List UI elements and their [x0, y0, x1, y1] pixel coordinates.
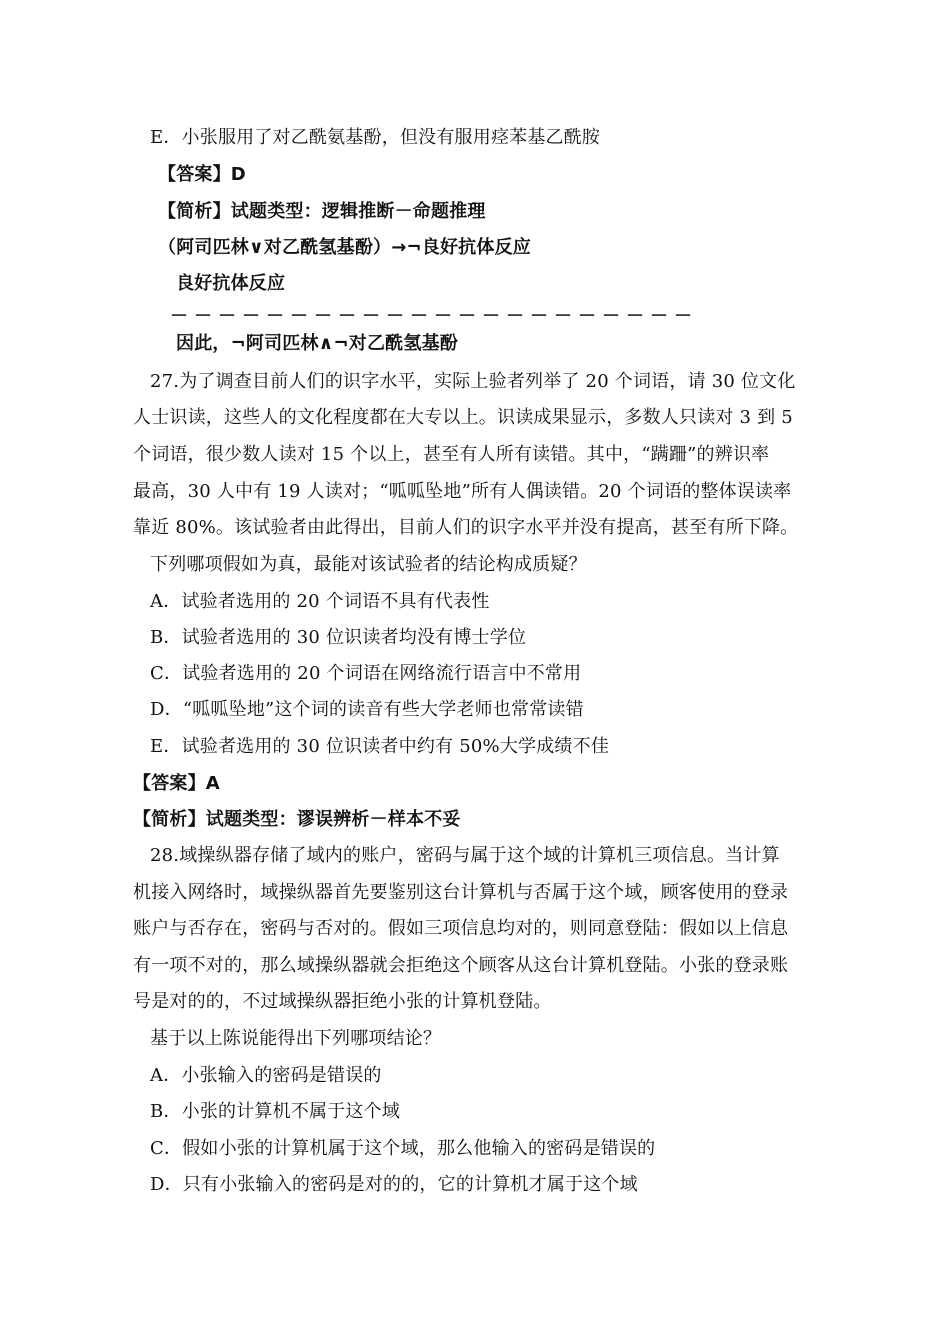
q28-option-a: A．小张输入的密码是错误的 — [150, 1065, 382, 1086]
q27-stem-line: 个词语，很少数人读对 15 个以上，甚至有人所有读错。其中，“蹒跚”的辨识率 — [133, 444, 770, 465]
q28-stem-line: 账户与否存在，密码与否对的。假如三项信息均对的，则同意登陆：假如以上信息 — [133, 918, 789, 939]
q27-stem-line: 27.为了调查目前人们的识字水平，实际上验者列举了 20 个词语，请 30 位文化 — [150, 371, 796, 392]
q28-stem-line: 机接入网络时，域操纵器首先要鉴别这台计算机与否属于这个域，顾客使用的登录 — [133, 882, 789, 903]
q27-option-c: C．试验者选用的 20 个词语在网络流行语言中不常用 — [150, 663, 582, 684]
q28-stem-line: 号是对的的，不过域操纵器拒绝小张的计算机登陆。 — [133, 991, 552, 1012]
q27-stem-line: 最高，30 人中有 19 人读对；“呱呱坠地”所有人偶读错。20 个词语的整体误读率 — [133, 481, 792, 502]
q27-stem-line: 人士识读，这些人的文化程度都在大专以上。识读成果显示，多数人只读对 3 到 5 — [133, 407, 793, 428]
q27-option-d: D．“呱呱坠地”这个词的读音有些大学老师也常常读错 — [150, 699, 584, 720]
q26-separator: －－－－－－－－－－－－－－－－－－－－－－ — [170, 306, 698, 327]
q26-conclusion: 因此，¬阿司匹林∧¬对乙酰氢基酚 — [176, 333, 458, 354]
q28-stem-line: 有一项不对的，那么域操纵器就会拒绝这个顾客从这台计算机登陆。小张的登录账 — [133, 955, 789, 976]
q27-option-b: B．试验者选用的 30 位识读者均没有博士学位 — [150, 627, 527, 648]
q27-analysis: 【简析】试题类型：谬误辨析－样本不妥 — [133, 809, 461, 830]
q28-question: 基于以上陈说能得出下列哪项结论？ — [150, 1028, 442, 1049]
q27-stem-line: 靠近 80%。该试验者由此得出，目前人们的识字水平并没有提高，甚至有所下降。 — [133, 517, 799, 538]
q26-premise-2: 良好抗体反应 — [176, 273, 286, 294]
q27-option-e: E．试验者选用的 30 位识读者中约有 50%大学成绩不佳 — [150, 736, 610, 757]
q26-analysis: 【简析】试题类型：逻辑推断－命题推理 — [158, 201, 486, 222]
q28-option-d: D．只有小张输入的密码是对的的，它的计算机才属于这个域 — [150, 1174, 638, 1195]
q28-option-c: C．假如小张的计算机属于这个域，那么他输入的密码是错误的 — [150, 1138, 656, 1159]
q26-answer: 【答案】D — [158, 164, 246, 185]
q27-question: 下列哪项假如为真，最能对该试验者的结论构成质疑？ — [150, 554, 587, 575]
q26-premise-1: （阿司匹林∨对乙酰氢基酚）→¬良好抗体反应 — [158, 237, 531, 258]
q27-option-a: A．试验者选用的 20 个词语不具有代表性 — [150, 591, 490, 612]
q28-option-b: B．小张的计算机不属于这个域 — [150, 1101, 401, 1122]
q27-answer: 【答案】A — [133, 773, 220, 794]
q26-option-e: E．小张服用了对乙酰氨基酚，但没有服用痉苯基乙酰胺 — [150, 127, 601, 148]
q28-stem-line: 28.域操纵器存储了域内的账户，密码与属于这个域的计算机三项信息。当计算 — [150, 845, 780, 866]
